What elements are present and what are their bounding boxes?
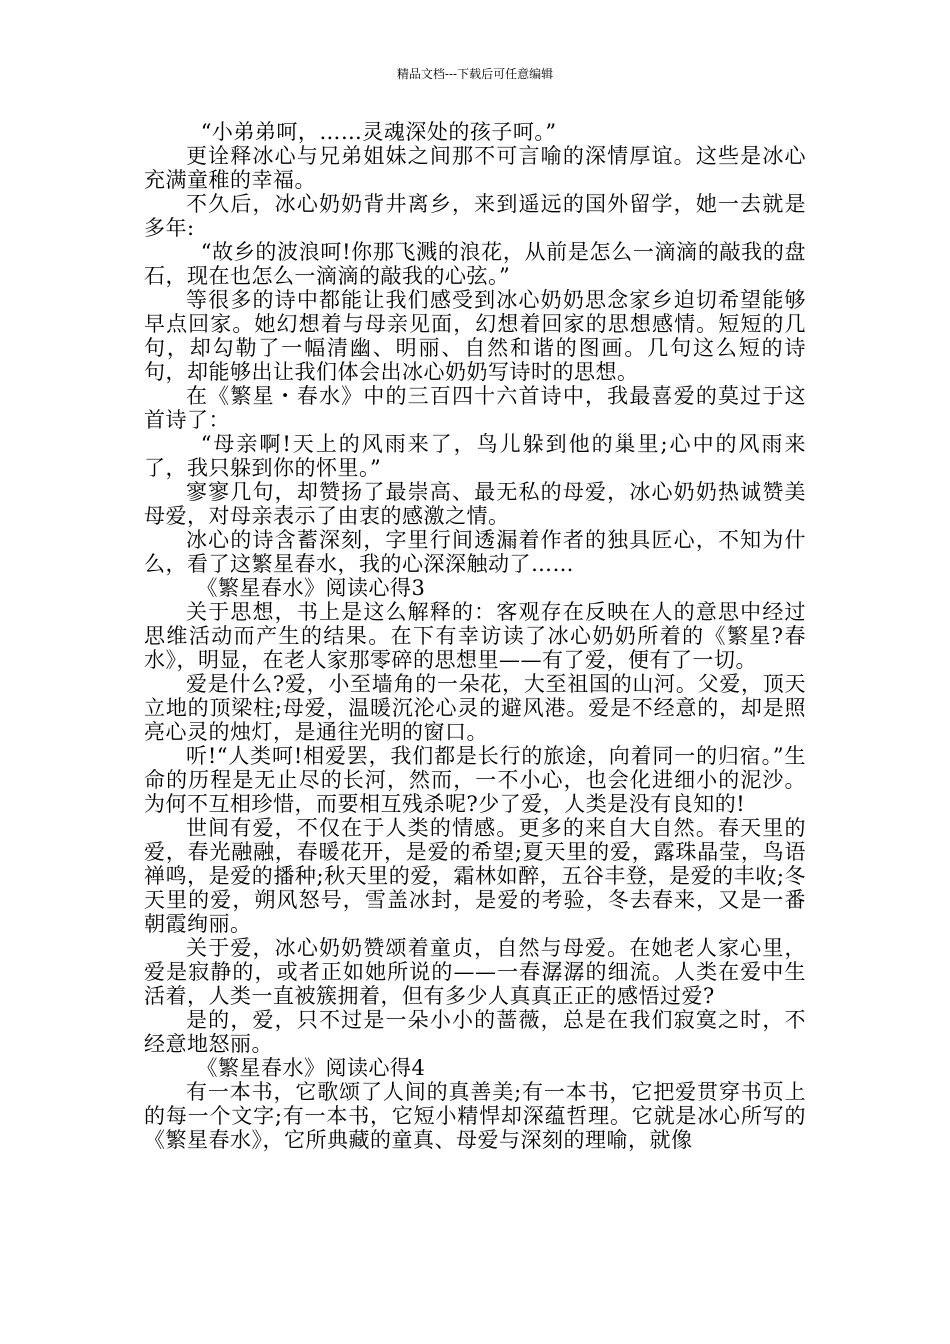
document-body xyxy=(144,120,806,1152)
paragraph: 寥寥几句，却赞扬了最崇高、最无私的母爱，冰心奶奶热诚赞美母爱，对母亲表示了由衷的感激之情。 xyxy=(144,480,806,528)
section-heading: 《繁星春水》阅读心得3 xyxy=(196,576,426,600)
paragraph: 关于思想，书上是这么解释的：客观存在反映在人的意思中经过思维活动而产生的结果。在下有幸访读了冰心奶奶所着的《繁星?春水》，明显，在老人家那零碎的思想里——有了爱，便有了一切。 xyxy=(144,600,806,672)
paragraph: 关于爱，冰心奶奶赞颂着童贞，自然与母爱。在她老人家心里，爱是寂静的，或者正如她所说的——一春潺潺的细流。人类在爱中生活着，人类一直被簇拥着，但有多少人真真正正的感悟过爱? xyxy=(144,936,806,1008)
quote-paragraph: “故乡的波浪呵!你那飞溅的浪花，从前是怎么一滴滴的敲我的盘石，现在也怎么一滴滴的敲我的心弦。” xyxy=(144,240,806,288)
paragraph: 世间有爱，不仅在于人类的情感。更多的来自大自然。春天里的爱，春光融融，春暖花开，是爱的希望;夏天里的爱，露珠晶莹，鸟语禅鸣，是爱的播种;秋天里的爱，霜林如醉，五谷丰登，是爱的丰收;冬天里的爱，朔风怒号，雪盖冰封，是爱的考验，冬去春来，又是一番朝霞绚丽。 xyxy=(144,816,806,936)
paragraph: 冰心的诗含蓄深刻，字里行间透漏着作者的独具匠心，不知为什么，看了这繁星春水，我的心深深触动了…… xyxy=(144,528,806,576)
paragraph: 听!“人类呵!相爱罢，我们都是长行的旅途，向着同一的归宿。”生命的历程是无止尽的长河，然而，一不小心，也会化进细小的泥沙。为何不互相珍惜，而要相互残杀呢?少了爱，人类是没有良知的! xyxy=(144,744,806,816)
page-header: 精品文档---下载后可任意编辑 xyxy=(396,67,554,81)
quote-paragraph: “母亲啊!天上的风雨来了，鸟儿躲到他的巢里;心中的风雨来了，我只躲到你的怀里。” xyxy=(144,432,806,480)
paragraph: 更诠释冰心与兄弟姐妹之间那不可言喻的深情厚谊。这些是冰心充满童稚的幸福。 xyxy=(144,144,806,192)
section-heading: 《繁星春水》阅读心得4 xyxy=(196,1056,426,1080)
quote-paragraph: “小弟弟呵，……灵魂深处的孩子呵。” xyxy=(200,120,557,144)
paragraph: 是的，爱，只不过是一朵小小的蔷薇，总是在我们寂寞之时，不经意地怒丽。 xyxy=(144,1008,806,1056)
paragraph: 等很多的诗中都能让我们感受到冰心奶奶思念家乡迫切希望能够早点回家。她幻想着与母亲见面，幻想着回家的思想感情。短短的几句，却勾勒了一幅清幽、明丽、自然和谐的图画。几句这么短的诗句，却能够出让我们体会出冰心奶奶写诗时的思想。 xyxy=(144,288,806,384)
paragraph: 有一本书，它歌颂了人间的真善美;有一本书，它把爱贯穿书页上的每一个文字;有一本书，它短小精悍却深蕴哲理。它就是冰心所写的《繁星春水》，它所典藏的童真、母爱与深刻的理喻，就像 xyxy=(144,1080,806,1152)
paragraph: 爱是什么?爱，小至墙角的一朵花，大至祖国的山河。父爱，顶天立地的顶梁柱;母爱，温暖沉沦心灵的避风港。爱是不经意的，却是照亮心灵的烛灯，是通往光明的窗口。 xyxy=(144,672,806,744)
paragraph: 在《繁星・春水》中的三百四十六首诗中，我最喜爱的莫过于这首诗了： xyxy=(144,384,806,432)
paragraph: 不久后，冰心奶奶背井离乡，来到遥远的国外留学，她一去就是多年: xyxy=(144,192,806,240)
